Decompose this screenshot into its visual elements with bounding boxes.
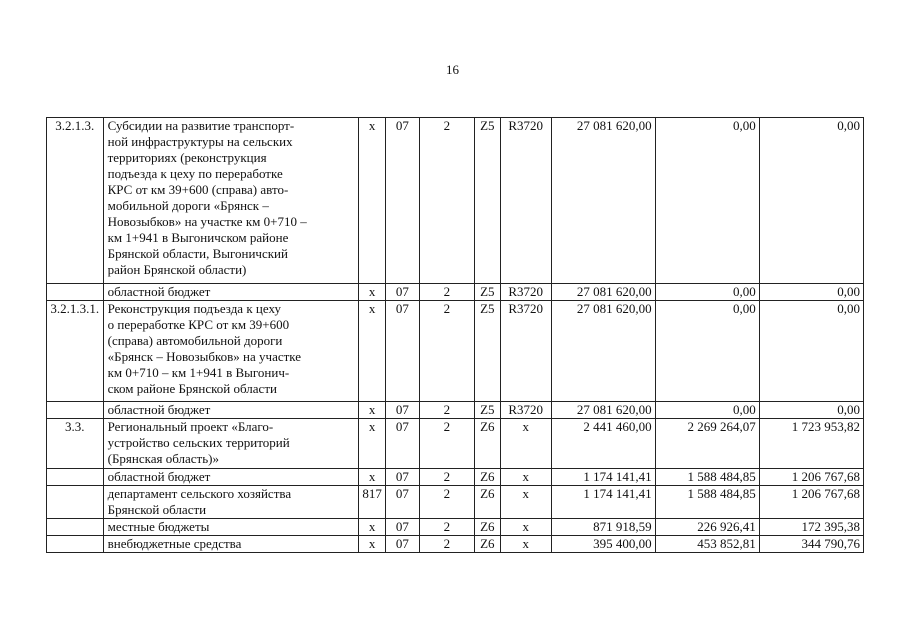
row-name	[103, 301, 359, 402]
row-target-item: R3720	[500, 118, 551, 284]
row-name	[103, 419, 359, 469]
table-row	[47, 536, 864, 553]
row-code: 3.2.1.3.1.	[47, 301, 104, 402]
row-amount-year1: 27 081 620,00	[551, 301, 655, 402]
row-amount-year1: 27 081 620,00	[551, 284, 655, 301]
row-amount-year1: 871 918,59	[551, 519, 655, 536]
row-grbs: 817	[359, 486, 385, 519]
row-grbs: х	[359, 536, 385, 553]
row-amount-year3: 0,00	[759, 284, 863, 301]
row-target-item: х	[500, 469, 551, 486]
row-target-item: R3720	[500, 402, 551, 419]
row-amount-year1: 395 400,00	[551, 536, 655, 553]
table-row	[47, 402, 864, 419]
row-name-text: внебюджетные средства	[107, 536, 242, 551]
row-amount-year2: 1 588 484,85	[655, 486, 759, 519]
row-amount-year3: 1 206 767,68	[759, 469, 863, 486]
row-section: 07	[385, 469, 419, 486]
row-grbs: х	[359, 301, 385, 402]
row-amount-year3: 172 395,38	[759, 519, 863, 536]
row-section: 07	[385, 301, 419, 402]
row-target-item: х	[500, 419, 551, 469]
row-amount-year3: 344 790,76	[759, 536, 863, 553]
table-row	[47, 118, 864, 284]
row-grbs: х	[359, 419, 385, 469]
row-target-program: Z6	[474, 536, 500, 553]
row-amount-year2: 0,00	[655, 118, 759, 284]
row-target-program: Z5	[474, 301, 500, 402]
row-subsection: 2	[420, 469, 475, 486]
row-amount-year2: 0,00	[655, 284, 759, 301]
row-amount-year1: 1 174 141,41	[551, 469, 655, 486]
row-name	[103, 536, 359, 553]
row-name	[103, 402, 359, 419]
table-row	[47, 469, 864, 486]
row-section: 07	[385, 118, 419, 284]
row-target-item: х	[500, 536, 551, 553]
row-amount-year3: 1 206 767,68	[759, 486, 863, 519]
row-code	[47, 536, 104, 553]
row-target-program: Z6	[474, 419, 500, 469]
table-row	[47, 419, 864, 469]
row-target-item: R3720	[500, 284, 551, 301]
row-name	[103, 118, 359, 284]
row-name-text: областной бюджет	[107, 469, 211, 484]
row-target-program: Z6	[474, 519, 500, 536]
row-name	[103, 486, 359, 519]
row-name	[103, 284, 359, 301]
row-section: 07	[385, 486, 419, 519]
row-subsection: 2	[420, 486, 475, 519]
budget-table	[46, 117, 864, 553]
row-name-text: местные бюджеты	[107, 519, 210, 534]
row-name	[103, 519, 359, 536]
row-amount-year1: 27 081 620,00	[551, 118, 655, 284]
row-target-item: х	[500, 519, 551, 536]
row-target-item: х	[500, 486, 551, 519]
row-target-program: Z6	[474, 486, 500, 519]
row-amount-year2: 226 926,41	[655, 519, 759, 536]
row-target-program: Z5	[474, 402, 500, 419]
row-amount-year1: 1 174 141,41	[551, 486, 655, 519]
table-row	[47, 519, 864, 536]
row-section: 07	[385, 536, 419, 553]
row-subsection: 2	[420, 536, 475, 553]
row-code	[47, 284, 104, 301]
table-row	[47, 486, 864, 519]
row-amount-year3: 0,00	[759, 402, 863, 419]
row-code	[47, 469, 104, 486]
row-code	[47, 402, 104, 419]
row-subsection: 2	[420, 402, 475, 419]
row-subsection: 2	[420, 519, 475, 536]
row-code: 3.3.	[47, 419, 104, 469]
row-name-text: Субсидии на развитие транспорт- ной инфраструктуры на сельских территориях (реконструкция подъезда к цеху по переработке КРС от км 39+600 (справа) авто- мобильной дороги «Брянск – Новозыбков» на участке км 0+710 – км 1+941 в Выгоничском районе Брянской области, Выгоничский район Брянской области)	[107, 118, 307, 277]
row-amount-year2: 0,00	[655, 402, 759, 419]
row-amount-year3: 0,00	[759, 118, 863, 284]
row-code	[47, 519, 104, 536]
row-amount-year2: 1 588 484,85	[655, 469, 759, 486]
row-amount-year1: 2 441 460,00	[551, 419, 655, 469]
row-grbs: х	[359, 284, 385, 301]
row-amount-year3: 1 723 953,82	[759, 419, 863, 469]
row-target-program: Z5	[474, 118, 500, 284]
table-row	[47, 301, 864, 402]
row-grbs: х	[359, 519, 385, 536]
row-grbs: х	[359, 402, 385, 419]
row-name-text: Реконструкция подъезда к цеху о переработке КРС от км 39+600 (справа) автомобильной дороги «Брянск – Новозыбков» на участке км 0+710 – км 1+941 в Выгонич- ском районе Брянской области	[107, 301, 302, 396]
row-target-program: Z6	[474, 469, 500, 486]
row-section: 07	[385, 284, 419, 301]
row-name-text: Региональный проект «Благо- устройство сельских территорий (Брянская область)»	[107, 419, 290, 466]
row-grbs: х	[359, 118, 385, 284]
row-amount-year2: 0,00	[655, 301, 759, 402]
row-amount-year2: 453 852,81	[655, 536, 759, 553]
row-target-item: R3720	[500, 301, 551, 402]
row-name-text: областной бюджет	[107, 284, 211, 299]
row-amount-year2: 2 269 264,07	[655, 419, 759, 469]
row-subsection: 2	[420, 118, 475, 284]
row-amount-year1: 27 081 620,00	[551, 402, 655, 419]
row-name	[103, 469, 359, 486]
row-amount-year3: 0,00	[759, 301, 863, 402]
row-grbs: х	[359, 469, 385, 486]
row-subsection: 2	[420, 301, 475, 402]
page-number: 16	[446, 62, 459, 77]
row-subsection: 2	[420, 284, 475, 301]
row-section: 07	[385, 419, 419, 469]
row-code: 3.2.1.3.	[47, 118, 104, 284]
row-code	[47, 486, 104, 519]
row-name-text: департамент сельского хозяйства Брянской области	[107, 486, 292, 517]
row-name-text: областной бюджет	[107, 402, 211, 417]
row-section: 07	[385, 519, 419, 536]
table-row	[47, 284, 864, 301]
row-subsection: 2	[420, 419, 475, 469]
row-section: 07	[385, 402, 419, 419]
row-target-program: Z5	[474, 284, 500, 301]
